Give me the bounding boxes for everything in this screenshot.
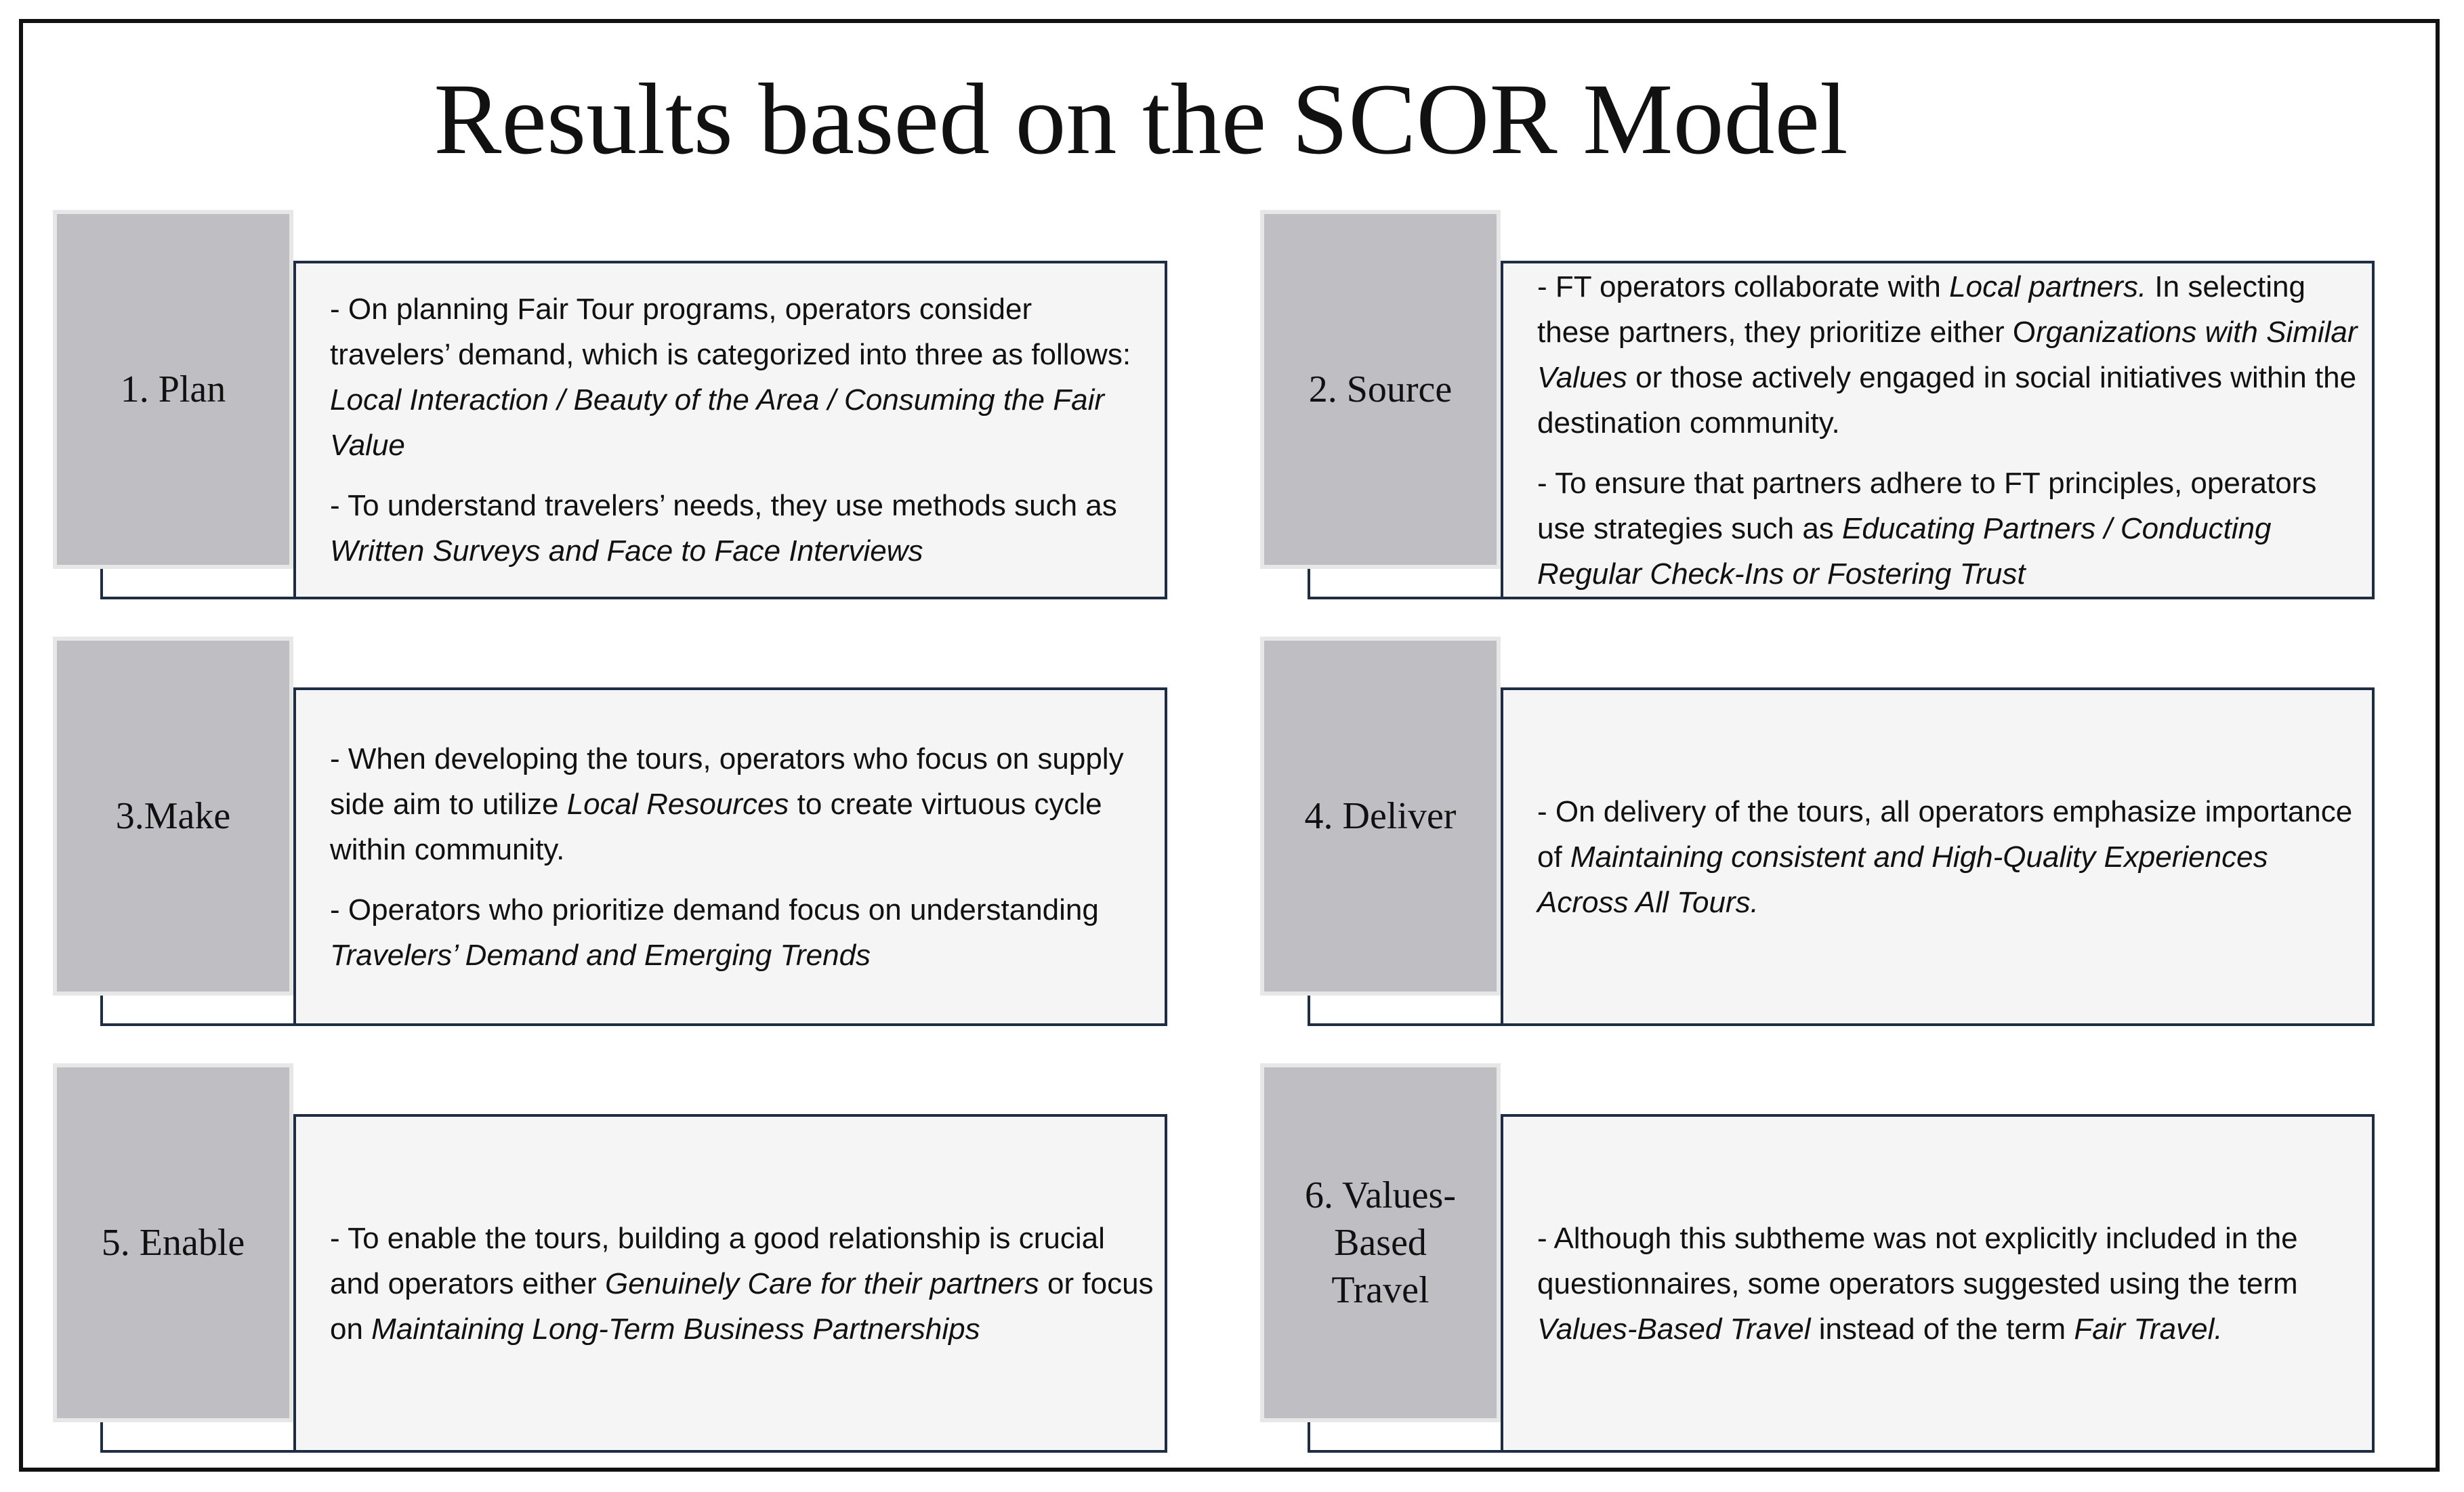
card-label: 4. Deliver [1304, 795, 1457, 837]
card-label-box [53, 1063, 293, 1422]
card-label-box [53, 210, 293, 569]
card-content [1537, 1117, 2364, 1450]
bullet: - Although this subtheme was not explicitly included in the questionnaires, some operators suggested using the term Values-Based Travel instead of the term Fair Travel. [1537, 1221, 2298, 1346]
card-label-box [1260, 637, 1501, 996]
card-label-box [53, 637, 293, 996]
card-content-box [293, 261, 1167, 599]
bullet: - Operators who prioritize demand focus on understanding Travelers’ Demand and Emerging Trends [330, 893, 1099, 972]
card-content [1537, 263, 2364, 597]
card-content [330, 263, 1156, 597]
bullet: - On delivery of the tours, all operators emphasize importance of Maintaining consistent and High-Quality Experiences Across All Tours. [1537, 794, 2353, 919]
card-deliver [1260, 637, 2402, 1026]
card-label: 2. Source [1308, 368, 1453, 410]
card-content-box [1501, 261, 2375, 599]
card-label: 6. Values- Based Travel [1305, 1174, 1456, 1311]
card-content-box [293, 687, 1167, 1026]
card-content [330, 690, 1156, 1023]
card-content-box [1501, 687, 2375, 1026]
card-source [1260, 210, 2402, 599]
card-enable [53, 1063, 1194, 1453]
bullet: - When developing the tours, operators who focus on supply side aim to utilize Local Resources to create virtuous cycle within community. [330, 742, 1124, 866]
card-content-box [293, 1114, 1167, 1453]
card-label-box [1260, 210, 1501, 569]
card-label: 5. Enable [101, 1222, 245, 1264]
bullet: - On planning Fair Tour programs, operators consider travelers’ demand, which is categorized into three as follows: Local Interaction / Beauty of the Area / Consuming the Fair Value [330, 293, 1131, 462]
bullet: - To ensure that partners adhere to FT principles, operators use strategies such as Educating Partners / Conducting Regular Check-Ins or Fostering Trust [1537, 466, 2317, 591]
card-plan [53, 210, 1194, 599]
card-content-box [1501, 1114, 2375, 1453]
card-make [53, 637, 1194, 1026]
figure-title: Results based on the SCOR Model [434, 63, 1848, 175]
bullet: - FT operators collaborate with Local partners. In selecting these partners, they prioritize either Organizations with Similar Values or those actively engaged in social initiatives within the destination community. [1537, 270, 2358, 440]
card-label: 1. Plan [120, 368, 226, 410]
card-content [1537, 690, 2364, 1023]
bullet: - To understand travelers’ needs, they use methods such as Written Surveys and Face to Face Interviews [330, 489, 1117, 568]
card-label-box [1260, 1063, 1501, 1422]
card-content [330, 1117, 1156, 1450]
card-values-based-travel [1260, 1063, 2402, 1453]
card-label: 3.Make [115, 795, 231, 837]
bullet: - To enable the tours, building a good relationship is crucial and operators either Genuinely Care for their partners or focus on Maintaining Long-Term Business Partnerships [330, 1221, 1154, 1346]
